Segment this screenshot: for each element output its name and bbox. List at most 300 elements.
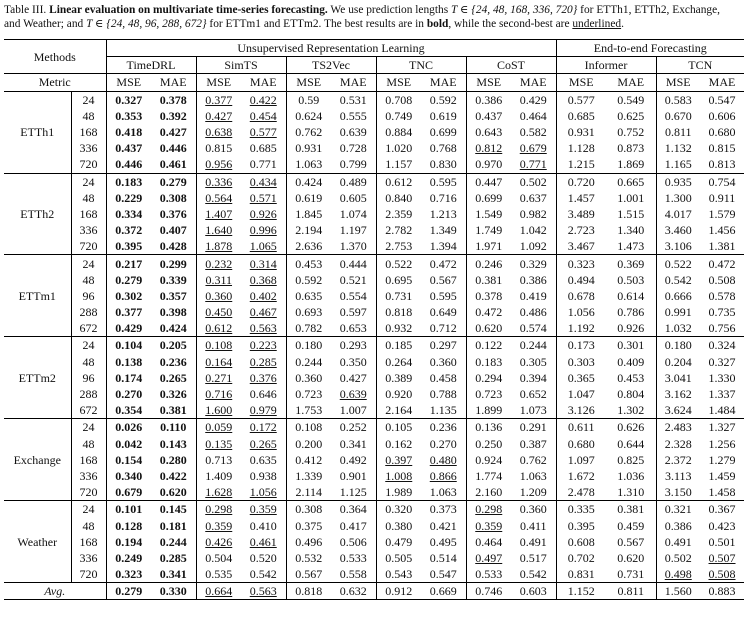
value-cell: 0.752 <box>617 125 645 140</box>
value-cell: 0.840 <box>385 190 413 205</box>
value-cell: 0.298 <box>475 502 503 517</box>
value-cell: 1.989 <box>385 485 413 500</box>
value-cell: 0.825 <box>617 452 645 467</box>
value-cell: 1.215 <box>567 157 595 172</box>
caption-formula-1: T ∈ {24, 48, 168, 336, 720} <box>451 4 578 16</box>
value-cell: 0.577 <box>567 92 595 107</box>
value-cell: 0.264 <box>385 354 413 369</box>
value-cell: 0.461 <box>159 157 187 172</box>
value-cell: 0.378 <box>159 92 187 107</box>
value-cell: 1.300 <box>664 190 692 205</box>
value-cell: 0.699 <box>475 190 503 205</box>
value-cell: 0.532 <box>295 550 323 565</box>
value-cell: 0.749 <box>385 108 413 123</box>
value-cell: 1.330 <box>708 370 736 385</box>
value-cell: 0.782 <box>295 321 323 336</box>
value-cell: 0.359 <box>475 518 503 533</box>
horizon-cell: 720 <box>71 566 106 583</box>
value-cell: 0.712 <box>429 321 457 336</box>
value-cell: 0.508 <box>708 272 736 287</box>
value-cell: 0.427 <box>205 108 233 123</box>
value-cell: 1.515 <box>617 206 645 221</box>
value-cell: 0.154 <box>115 452 143 467</box>
value-cell: 0.762 <box>295 125 323 140</box>
horizon-cell: 24 <box>71 501 106 518</box>
horizon-cell: 168 <box>71 534 106 550</box>
value-cell: 0.389 <box>385 370 413 385</box>
value-cell: 0.110 <box>160 420 187 435</box>
value-cell: 0.026 <box>115 420 143 435</box>
value-cell: 0.547 <box>708 92 736 107</box>
table-row <box>4 222 744 238</box>
value-cell: 0.265 <box>159 370 187 385</box>
value-cell: 0.873 <box>617 141 645 156</box>
value-cell: 0.754 <box>708 174 736 189</box>
value-cell: 0.461 <box>249 534 277 549</box>
value-cell: 0.592 <box>295 272 323 287</box>
value-cell: 0.578 <box>708 288 736 303</box>
value-cell: 0.411 <box>519 518 547 533</box>
value-cell: 2.636 <box>295 239 323 254</box>
value-cell: 0.367 <box>708 502 736 517</box>
header-row-metric <box>4 74 744 91</box>
table-row <box>4 173 744 190</box>
value-cell: 0.181 <box>159 518 187 533</box>
value-cell: 0.595 <box>429 174 457 189</box>
value-cell: 0.303 <box>567 354 595 369</box>
value-cell: 0.341 <box>339 436 367 451</box>
value-cell: 0.723 <box>475 387 503 402</box>
horizon-cell: 24 <box>71 255 106 272</box>
value-cell: 0.459 <box>617 518 645 533</box>
value-cell: 0.350 <box>339 354 367 369</box>
value-cell: 0.901 <box>339 468 367 483</box>
value-cell: 0.699 <box>429 125 457 140</box>
value-cell: 0.504 <box>205 550 233 565</box>
value-cell: 0.357 <box>159 288 187 303</box>
value-cell: 0.716 <box>205 387 233 402</box>
value-cell: 0.920 <box>385 387 413 402</box>
value-cell: 0.422 <box>159 468 187 483</box>
value-cell: 0.533 <box>339 550 367 565</box>
value-cell: 0.320 <box>385 502 413 517</box>
value-cell: 1.473 <box>617 239 645 254</box>
value-cell: 0.771 <box>249 157 277 172</box>
value-cell: 0.542 <box>519 567 547 582</box>
value-cell: 0.378 <box>475 288 503 303</box>
horizon-cell: 48 <box>71 517 106 533</box>
value-cell: 0.649 <box>429 305 457 320</box>
value-cell: 0.762 <box>519 452 547 467</box>
value-cell: 0.427 <box>339 370 367 385</box>
value-cell: 0.608 <box>567 534 595 549</box>
table-row <box>4 386 744 402</box>
value-cell: 0.368 <box>249 272 277 287</box>
avg-value-cell: 0.563 <box>249 584 277 599</box>
horizon-cell: 48 <box>71 272 106 288</box>
value-cell: 0.294 <box>475 370 503 385</box>
value-cell: 1.457 <box>567 190 595 205</box>
value-cell: 0.249 <box>115 550 143 565</box>
value-cell: 0.162 <box>385 436 413 451</box>
value-cell: 0.813 <box>708 157 736 172</box>
value-cell: 2.194 <box>295 223 323 238</box>
header-row-models <box>4 57 744 74</box>
caption-body-5: . <box>621 18 624 30</box>
value-cell: 0.427 <box>159 125 187 140</box>
table-row <box>4 337 744 354</box>
avg-value-cell: 0.883 <box>708 584 736 599</box>
value-cell: 0.635 <box>295 288 323 303</box>
value-cell: 0.359 <box>205 518 233 533</box>
value-cell: 0.517 <box>519 550 547 565</box>
value-cell: 0.308 <box>295 502 323 517</box>
value-cell: 1.132 <box>664 141 692 156</box>
value-cell: 0.291 <box>519 420 547 435</box>
horizon-cell: 168 <box>71 452 106 468</box>
value-cell: 0.398 <box>159 305 187 320</box>
value-cell: 0.250 <box>475 436 503 451</box>
value-cell: 0.713 <box>205 452 233 467</box>
value-cell: 0.138 <box>115 354 143 369</box>
value-cell: 0.695 <box>385 272 413 287</box>
value-cell: 0.723 <box>295 387 323 402</box>
value-cell: 0.708 <box>385 92 413 107</box>
value-cell: 0.685 <box>567 108 595 123</box>
mse-header: MSE <box>466 74 511 91</box>
methods-header: Methods <box>4 40 106 74</box>
value-cell: 1.971 <box>475 239 503 254</box>
table-row <box>4 517 744 533</box>
horizon-cell: 288 <box>71 386 106 402</box>
caption-underlined-word: underlined <box>572 18 622 30</box>
value-cell: 0.574 <box>519 321 547 336</box>
value-cell: 0.595 <box>429 288 457 303</box>
value-cell: 0.502 <box>664 550 692 565</box>
value-cell: 1.458 <box>708 485 736 500</box>
value-cell: 1.337 <box>708 387 736 402</box>
value-cell: 1.845 <box>295 206 323 221</box>
value-cell: 0.495 <box>429 534 457 549</box>
value-cell: 0.653 <box>339 321 367 336</box>
value-cell: 0.183 <box>475 354 503 369</box>
value-cell: 0.788 <box>429 387 457 402</box>
mae-header: MAE <box>241 74 286 91</box>
value-cell: 0.394 <box>519 370 547 385</box>
table-row <box>4 436 744 452</box>
value-cell: 0.464 <box>475 534 503 549</box>
table-row <box>4 354 744 370</box>
value-cell: 1.327 <box>708 420 736 435</box>
table-row <box>4 288 744 304</box>
value-cell: 0.397 <box>385 452 413 467</box>
value-cell: 0.305 <box>519 354 547 369</box>
value-cell: 0.728 <box>339 141 367 156</box>
caption-bold-word: bold <box>426 18 449 30</box>
value-cell: 0.931 <box>295 141 323 156</box>
avg-value-cell: 0.603 <box>519 584 547 599</box>
value-cell: 0.502 <box>519 174 547 189</box>
value-cell: 0.643 <box>475 125 503 140</box>
value-cell: 0.365 <box>567 370 595 385</box>
value-cell: 0.567 <box>429 272 457 287</box>
value-cell: 1.128 <box>567 141 595 156</box>
value-cell: 0.498 <box>664 567 692 582</box>
value-cell: 0.329 <box>519 256 547 271</box>
results-table <box>4 39 744 600</box>
table-row <box>4 272 744 288</box>
value-cell: 0.670 <box>664 108 692 123</box>
value-cell: 0.353 <box>115 108 143 123</box>
dataset-label: ETTm2 <box>4 337 71 419</box>
value-cell: 0.970 <box>475 157 503 172</box>
avg-value-cell: 0.818 <box>295 584 323 599</box>
value-cell: 0.183 <box>115 174 143 189</box>
value-cell: 0.409 <box>617 354 645 369</box>
model-header-tnc: TNC <box>376 57 466 74</box>
value-cell: 1.456 <box>708 223 736 238</box>
value-cell: 0.926 <box>249 206 277 221</box>
horizon-cell: 336 <box>71 140 106 156</box>
table-row <box>4 124 744 140</box>
table-row <box>4 468 744 484</box>
value-cell: 2.483 <box>664 420 692 435</box>
horizon-cell: 720 <box>71 156 106 173</box>
value-cell: 0.270 <box>429 436 457 451</box>
value-cell: 0.308 <box>159 190 187 205</box>
value-cell: 0.444 <box>339 256 367 271</box>
value-cell: 0.298 <box>205 502 233 517</box>
value-cell: 0.386 <box>519 272 547 287</box>
value-cell: 0.128 <box>115 518 143 533</box>
value-cell: 0.450 <box>205 305 233 320</box>
value-cell: 1.774 <box>475 468 503 483</box>
value-cell: 1.753 <box>295 403 323 418</box>
dataset-label: Weather <box>4 501 71 583</box>
value-cell: 3.162 <box>664 387 692 402</box>
value-cell: 0.605 <box>339 190 367 205</box>
value-cell: 0.731 <box>617 567 645 582</box>
value-cell: 1.065 <box>249 239 277 254</box>
value-cell: 0.265 <box>249 436 277 451</box>
value-cell: 1.407 <box>205 206 233 221</box>
horizon-cell: 48 <box>71 354 106 370</box>
value-cell: 0.480 <box>429 452 457 467</box>
value-cell: 0.514 <box>429 550 457 565</box>
value-cell: 0.624 <box>295 108 323 123</box>
value-cell: 1.549 <box>475 206 503 221</box>
value-cell: 2.372 <box>664 452 692 467</box>
value-cell: 0.522 <box>385 256 413 271</box>
value-cell: 0.395 <box>115 239 143 254</box>
table-row <box>4 156 744 173</box>
value-cell: 1.579 <box>708 206 736 221</box>
value-cell: 0.830 <box>429 157 457 172</box>
value-cell: 0.223 <box>249 338 277 353</box>
value-cell: 0.285 <box>159 550 187 565</box>
caption-title: Linear evaluation on multivariate time-series forecasting. <box>49 4 328 16</box>
value-cell: 0.381 <box>617 502 645 517</box>
value-cell: 0.486 <box>519 305 547 320</box>
value-cell: 0.496 <box>295 534 323 549</box>
model-header-simts: SimTS <box>196 57 286 74</box>
value-cell: 0.364 <box>339 502 367 517</box>
value-cell: 1.056 <box>567 305 595 320</box>
value-cell: 0.285 <box>249 354 277 369</box>
value-cell: 0.472 <box>708 256 736 271</box>
value-cell: 0.597 <box>339 305 367 320</box>
value-cell: 0.375 <box>295 518 323 533</box>
value-cell: 0.716 <box>429 190 457 205</box>
value-cell: 0.143 <box>159 436 187 451</box>
value-cell: 0.447 <box>475 174 503 189</box>
value-cell: 0.280 <box>159 452 187 467</box>
value-cell: 1.020 <box>385 141 413 156</box>
value-cell: 0.381 <box>159 403 187 418</box>
value-cell: 0.935 <box>664 174 692 189</box>
value-cell: 0.412 <box>295 452 323 467</box>
value-cell: 1.209 <box>519 485 547 500</box>
avg-value-cell: 1.560 <box>664 584 692 599</box>
horizon-cell: 24 <box>71 337 106 354</box>
value-cell: 1.310 <box>617 485 645 500</box>
dataset-label: ETTh1 <box>4 91 71 173</box>
table-row <box>4 550 744 566</box>
caption-body-4: , while the second-best are <box>448 18 573 30</box>
value-cell: 0.377 <box>115 305 143 320</box>
value-cell: 0.831 <box>567 567 595 582</box>
value-cell: 0.428 <box>159 239 187 254</box>
value-cell: 1.749 <box>475 223 503 238</box>
value-cell: 0.458 <box>429 370 457 385</box>
value-cell: 0.938 <box>249 468 277 483</box>
value-cell: 0.652 <box>519 387 547 402</box>
value-cell: 0.180 <box>664 338 692 353</box>
value-cell: 0.702 <box>567 550 595 565</box>
value-cell: 0.354 <box>115 403 143 418</box>
table-row <box>4 190 744 206</box>
value-cell: 3.150 <box>664 485 692 500</box>
value-cell: 0.381 <box>475 272 503 287</box>
value-cell: 0.506 <box>339 534 367 549</box>
value-cell: 0.479 <box>385 534 413 549</box>
value-cell: 0.533 <box>475 567 503 582</box>
value-cell: 1.157 <box>385 157 413 172</box>
value-cell: 0.145 <box>159 502 187 517</box>
avg-value-cell: 0.912 <box>385 584 413 599</box>
dataset-label: ETTh2 <box>4 173 71 255</box>
value-cell: 0.323 <box>115 567 143 582</box>
horizon-cell: 336 <box>71 468 106 484</box>
value-cell: 0.680 <box>567 436 595 451</box>
value-cell: 0.563 <box>249 321 277 336</box>
horizon-cell: 672 <box>71 402 106 419</box>
table-row <box>4 255 744 272</box>
value-cell: 1.600 <box>205 403 233 418</box>
value-cell: 0.620 <box>617 550 645 565</box>
value-cell: 0.437 <box>475 108 503 123</box>
value-cell: 0.577 <box>249 125 277 140</box>
value-cell: 0.549 <box>617 92 645 107</box>
value-cell: 0.418 <box>115 125 143 140</box>
value-cell: 0.979 <box>249 403 277 418</box>
value-cell: 0.735 <box>708 305 736 320</box>
value-cell: 0.437 <box>115 141 143 156</box>
horizon-cell: 336 <box>71 222 106 238</box>
table-row <box>4 501 744 518</box>
value-cell: 0.279 <box>115 272 143 287</box>
horizon-cell: 288 <box>71 304 106 320</box>
value-cell: 0.446 <box>159 141 187 156</box>
avg-label: Avg. <box>4 583 106 600</box>
value-cell: 0.173 <box>567 338 595 353</box>
value-cell: 2.723 <box>567 223 595 238</box>
value-cell: 0.926 <box>617 321 645 336</box>
value-cell: 1.899 <box>475 403 503 418</box>
value-cell: 0.252 <box>339 420 367 435</box>
mae-header: MAE <box>151 74 196 91</box>
value-cell: 1.628 <box>205 485 233 500</box>
value-cell: 0.996 <box>249 223 277 238</box>
value-cell: 0.626 <box>617 420 645 435</box>
value-cell: 0.491 <box>664 534 692 549</box>
value-cell: 0.417 <box>339 518 367 533</box>
value-cell: 0.359 <box>249 502 277 517</box>
value-cell: 0.205 <box>159 338 187 353</box>
value-cell: 0.172 <box>249 420 277 435</box>
caption-formula-2: T ∈ {24, 48, 96, 288, 672} <box>86 18 207 30</box>
value-cell: 0.410 <box>249 518 277 533</box>
value-cell: 0.194 <box>115 534 143 549</box>
value-cell: 0.614 <box>617 288 645 303</box>
value-cell: 0.768 <box>429 141 457 156</box>
value-cell: 0.520 <box>249 550 277 565</box>
model-header-tcn: TCN <box>656 57 744 74</box>
horizon-cell: 720 <box>71 484 106 501</box>
value-cell: 1.302 <box>617 403 645 418</box>
mse-header: MSE <box>106 74 151 91</box>
value-cell: 1.370 <box>339 239 367 254</box>
value-cell: 2.160 <box>475 485 503 500</box>
value-cell: 0.232 <box>205 256 233 271</box>
value-cell: 1.197 <box>339 223 367 238</box>
value-cell: 0.297 <box>429 338 457 353</box>
value-cell: 0.059 <box>205 420 233 435</box>
value-cell: 0.612 <box>385 174 413 189</box>
value-cell: 0.424 <box>295 174 323 189</box>
value-cell: 0.635 <box>249 452 277 467</box>
value-cell: 0.429 <box>115 321 143 336</box>
value-cell: 0.620 <box>475 321 503 336</box>
value-cell: 4.017 <box>664 206 692 221</box>
value-cell: 0.665 <box>617 174 645 189</box>
table-row <box>4 484 744 501</box>
caption-body-1: We use prediction lengths <box>327 4 452 16</box>
horizon-cell: 24 <box>71 173 106 190</box>
value-cell: 2.478 <box>567 485 595 500</box>
group-end-to-end: End-to-end Forecasting <box>556 40 744 57</box>
value-cell: 0.434 <box>249 174 277 189</box>
dataset-label: ETTm1 <box>4 255 71 337</box>
table-row <box>4 419 744 436</box>
value-cell: 3.106 <box>664 239 692 254</box>
value-cell: 0.685 <box>249 141 277 156</box>
value-cell: 0.422 <box>249 92 277 107</box>
value-cell: 0.217 <box>115 256 143 271</box>
model-header-cost: CoST <box>466 57 556 74</box>
value-cell: 0.423 <box>708 518 736 533</box>
table-row <box>4 206 744 222</box>
